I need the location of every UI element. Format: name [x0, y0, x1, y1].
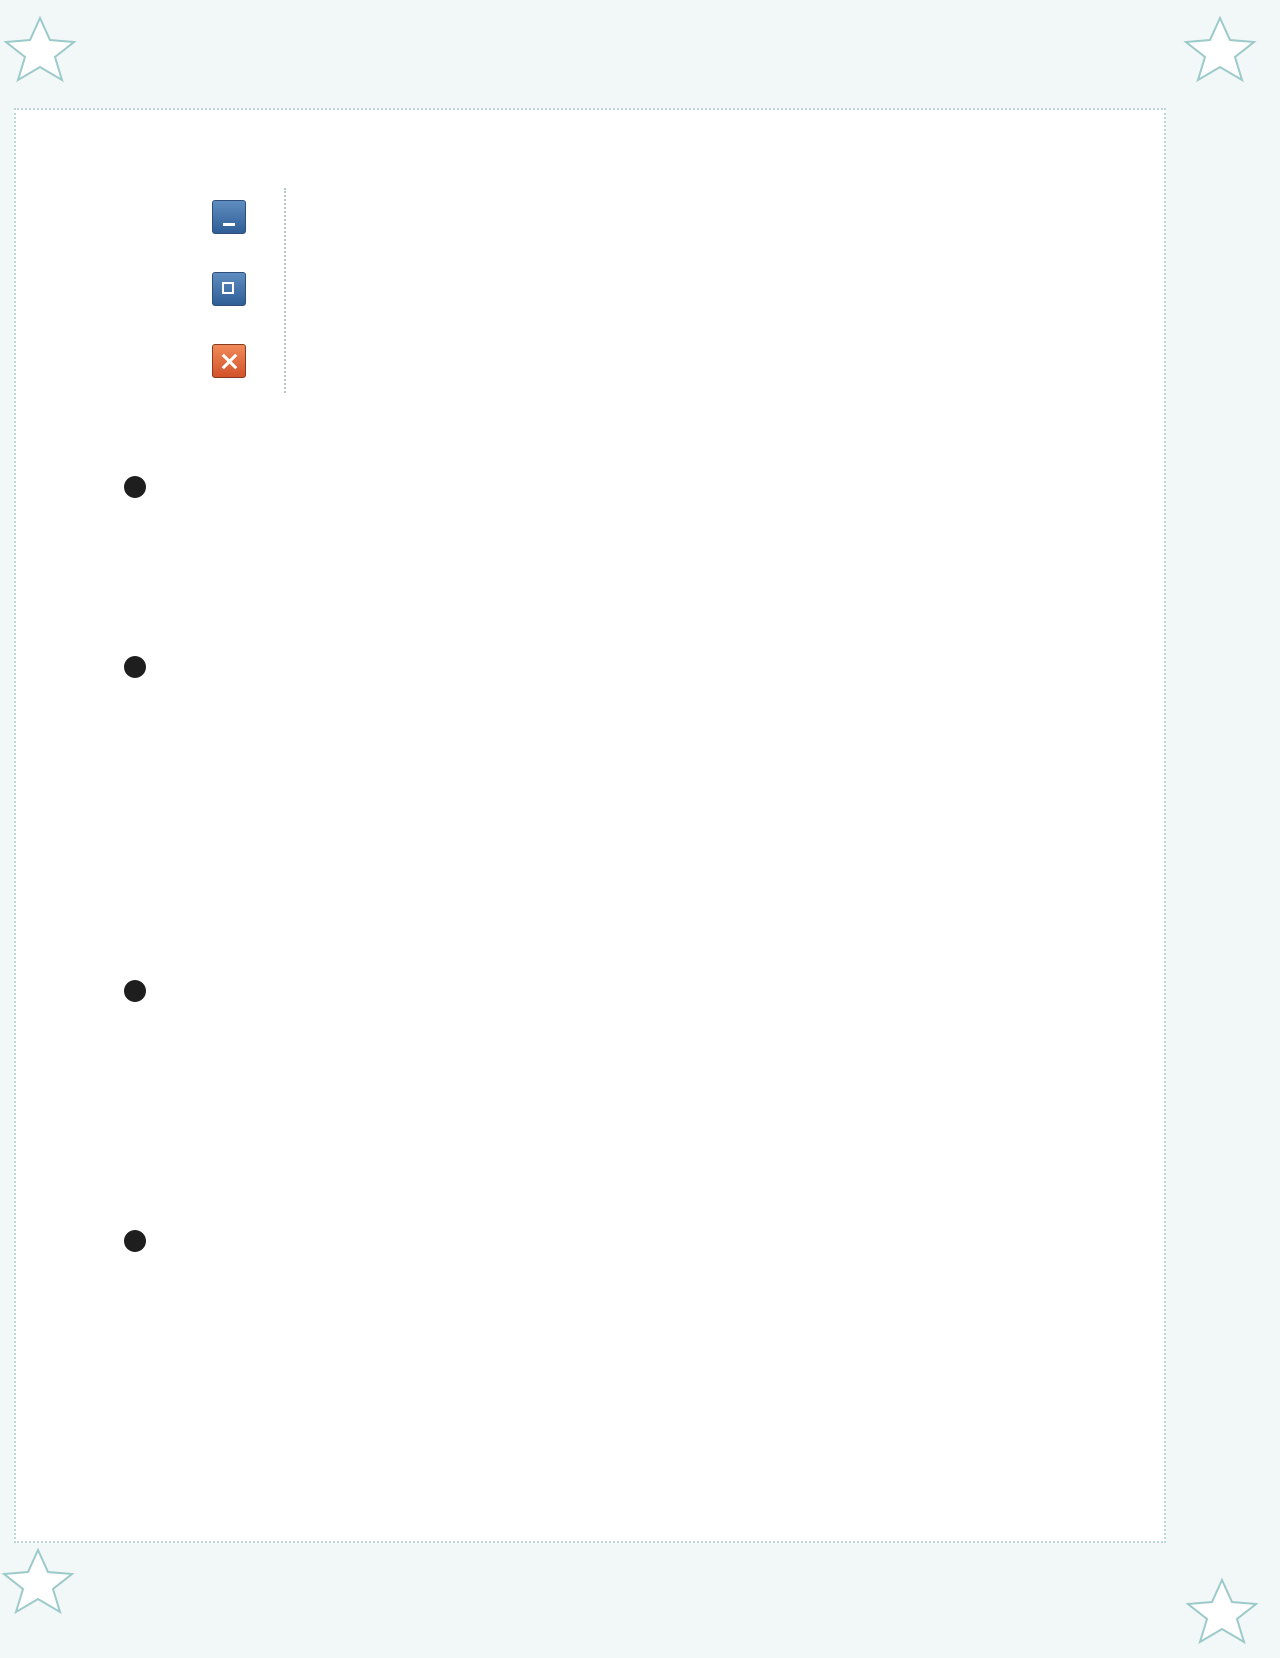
bullet-icon: [124, 980, 146, 1002]
bullet-icon: [124, 476, 146, 498]
close-icon: [212, 344, 246, 378]
section-heading-startup-options: [124, 978, 164, 1006]
binder-holes: [50, 128, 90, 1548]
star-icon: [1186, 18, 1254, 80]
bullet-icon: [124, 656, 146, 678]
star-icon: [6, 18, 74, 80]
maximize-icon: [212, 272, 246, 306]
notebook-page: [14, 108, 1166, 1543]
minimize-icon: [212, 200, 246, 234]
decorative-right-border: [1175, 100, 1280, 1550]
star-icon: [1188, 1580, 1256, 1642]
decorative-top-border: [0, 0, 1280, 110]
section-heading-diskless: [124, 1228, 164, 1256]
star-icon: [4, 1550, 72, 1612]
decorative-bottom-border: [0, 1540, 1280, 1658]
section-heading-not-working: [124, 474, 164, 502]
titlebar-divider: [284, 188, 286, 393]
section-heading-fullscreen: [124, 654, 164, 682]
bullet-icon: [124, 1230, 146, 1252]
